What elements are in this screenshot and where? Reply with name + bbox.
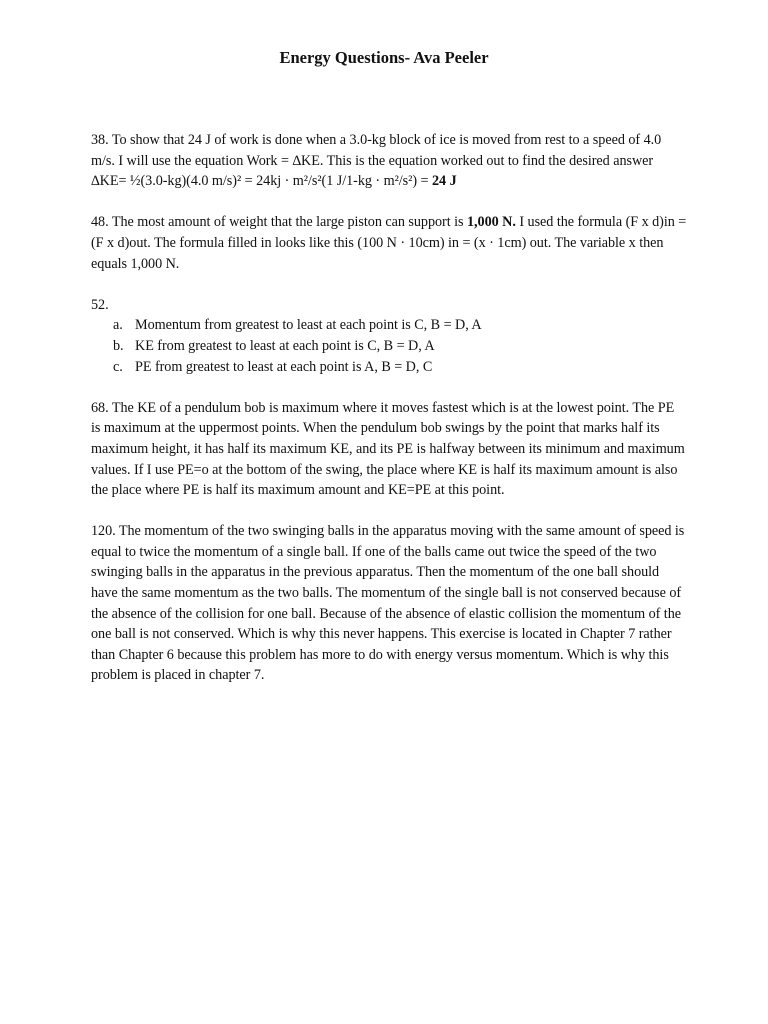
answer-52-list: [91, 315, 687, 377]
answer-38: [91, 130, 687, 192]
list-item: [91, 336, 687, 357]
answer-48-text-before: 48. The most amount of weight that the large piston can support is: [91, 214, 467, 231]
list-item-marker: c.: [113, 358, 123, 375]
answer-52-number: 52.: [91, 296, 109, 313]
list-item: [91, 357, 687, 378]
list-item-text: Momentum from greatest to least at each point is C, B = D, A: [135, 317, 482, 334]
answer-38-text: 38. To show that 24 J of work is done when a 3.0-kg block of ice is moved from rest to a speed of 4.0 m/s. I will use the equation Work = ∆KE. This is the equation worked out to find the desired answer ∆KE= ½(3.0-kg)(4.0 m/s)² = 24kj · m²/s²(1 J/1-kg · m²/s²) =: [91, 132, 662, 190]
answer-68: 68. The KE of a pendulum bob is maximum where it moves fastest which is at the lowest point. The PE is maximum at the uppermost points. When the pendulum bob swings by the point that marks half its maximum height, it has half its maximum KE, and its PE is halfway between its minimum and maximum values. If I use PE=o at the bottom of the swing, the place where KE is half its maximum amount is also the place where PE is half its maximum amount and KE=PE at this point.: [91, 399, 685, 499]
answer-48-text-after: I used the formula (F x d)in = (F x d)out. The formula filled in looks like this (100 N · 10cm) in = (x · 1cm) out. The variable x then equals 1,000 N.: [91, 214, 687, 272]
answer-48-result: 1,000 N.: [466, 214, 516, 231]
list-item-marker: a.: [113, 317, 123, 334]
list-item: [91, 315, 687, 336]
list-item-text: PE from greatest to least at each point is A, B = D, C: [135, 358, 433, 375]
answer-120: 120. The momentum of the two swinging balls in the apparatus moving with the same amount of speed is equal to twice the momentum of a single ball. If one of the balls came out twice the speed of the two swinging balls in the apparatus in the previous apparatus. Then the momentum of the one ball should have the same momentum as the two balls. The momentum of the single ball is not conserved because of the absence of the collision for one ball. Because of the absence of elastic collision the momentum of the one ball is not conserved. Which is why this never happens. This exercise is located in Chapter 7 rather than Chapter 6 because this problem has more to do with energy versus momentum. Which is why this problem is placed in chapter 7.: [91, 523, 685, 684]
document-title: Energy Questions- Ava Peeler: [279, 48, 489, 67]
answer-38-result: 24 J: [431, 173, 457, 190]
list-item-marker: b.: [113, 337, 124, 354]
answer-48: [91, 212, 687, 274]
document-body: [91, 130, 687, 707]
list-item-text: KE from greatest to least at each point is C, B = D, A: [135, 337, 435, 354]
answer-52: [91, 295, 687, 377]
